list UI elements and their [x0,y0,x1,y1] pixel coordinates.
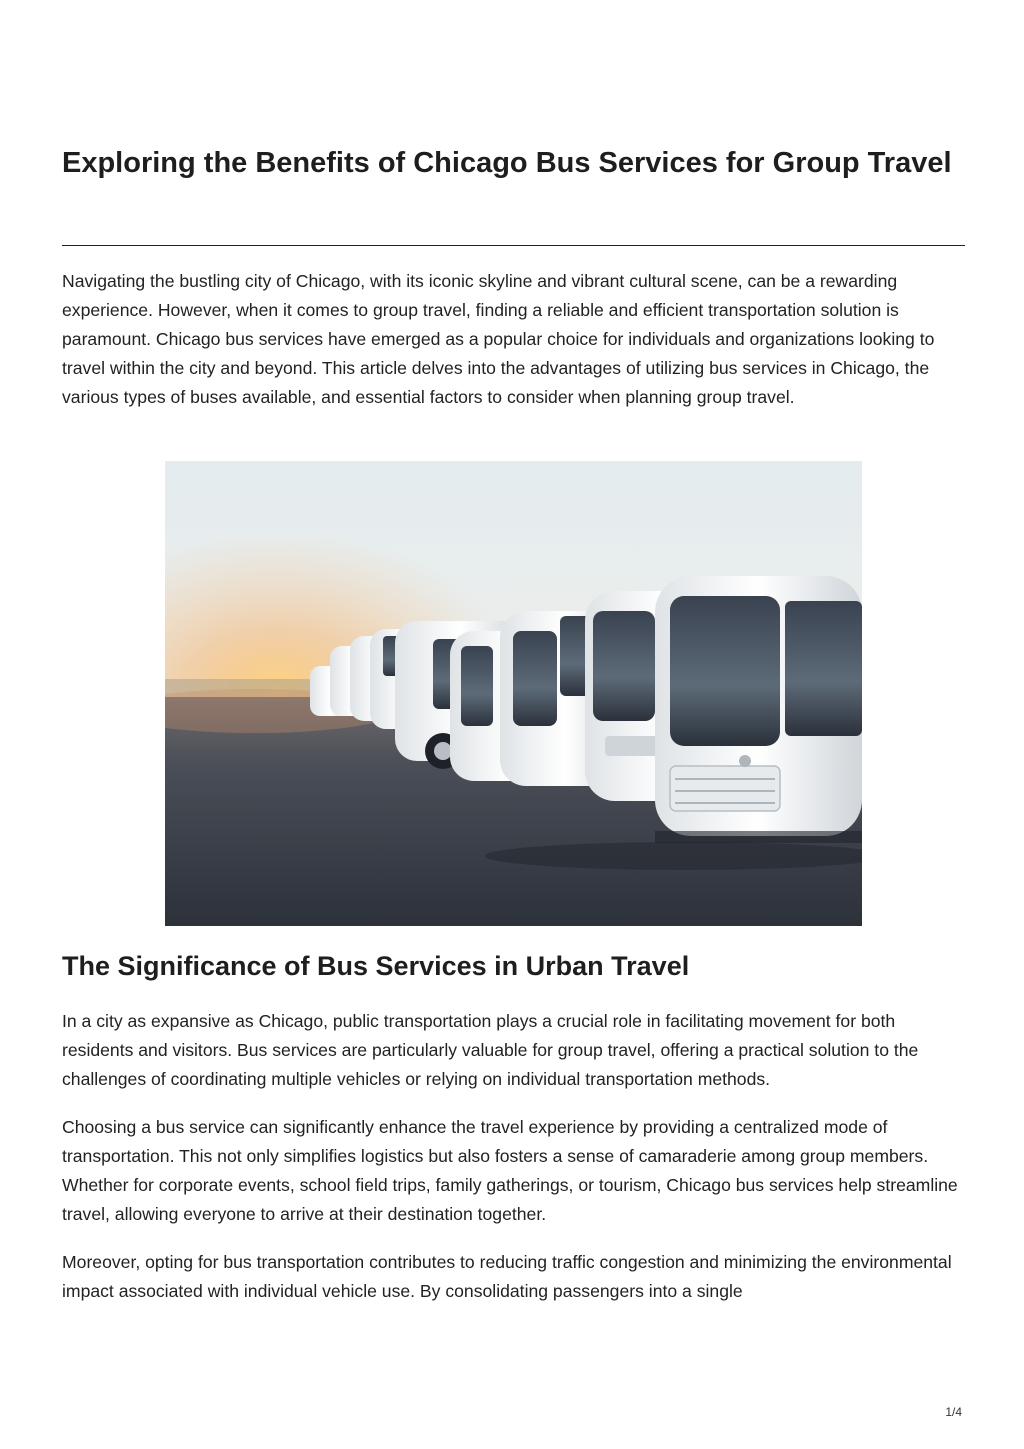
article-title: Exploring the Benefits of Chicago Bus Services for Group Travel [62,147,952,179]
title-divider [62,245,965,246]
page-number: 1/4 [945,1405,962,1419]
intro-paragraph: Navigating the bustling city of Chicago, with its iconic skyline and vibrant cultural scene, can be a rewarding experience. However, when it comes to group travel, finding a reliable and efficient transportation solution is paramount. Chicago bus services have emerged as a popular choice for individuals and organizations looking to travel within the city and beyond. This article delves into the advantages of utilizing bus services in Chicago, the various types of buses available, and essential factors to consider when planning group travel. [62,271,935,407]
section-heading: The Significance of Bus Services in Urban Travel [62,951,690,981]
section-paragraph: Moreover, opting for bus transportation contributes to reducing traffic congestion and minimizing the environmental impact associated with individual vehicle use. By consolidating passengers into a single [62,1252,952,1301]
hero-image-buses [165,461,862,926]
section-paragraph: In a city as expansive as Chicago, public transportation plays a crucial role in facilitating movement for both residents and visitors. Bus services are particularly valuable for group travel, offering a practical solution to the challenges of coordinating multiple vehicles or relying on individual transportation methods. [62,1011,919,1089]
section-paragraph: Choosing a bus service can significantly enhance the travel experience by providing a centralized mode of transportation. This not only simplifies logistics but also fosters a sense of camaraderie among group members. Whether for corporate events, school field trips, family gatherings, or tourism, Chicago bus services help streamline travel, allowing everyone to arrive at their destination together. [62,1117,958,1224]
section-body [62,1007,965,1325]
